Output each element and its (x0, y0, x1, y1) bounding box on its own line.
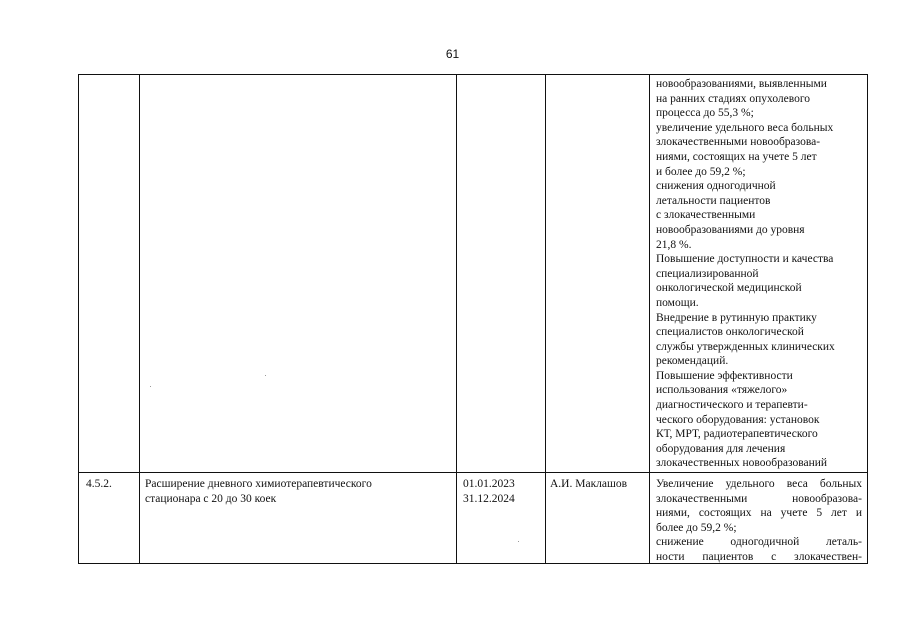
result-line: Внедрение в рутинную практику (656, 311, 817, 324)
expected-result-cell (656, 477, 862, 565)
result-line: Повышение доступности и качества (656, 253, 834, 266)
column-divider (649, 75, 650, 563)
scan-speck (150, 386, 151, 387)
plan-table (78, 74, 868, 564)
measure-name-line: стационара с 20 до 30 коек (145, 492, 277, 505)
result-line: специалистов онкологической (656, 326, 804, 339)
result-line: снижения одногодичной (656, 180, 776, 193)
result-line: и более до 59,2 %; (656, 165, 746, 178)
result-line: процесса до 55,3 %; (656, 107, 754, 120)
result-line: ности пациентов с злокачествен- (656, 550, 862, 563)
result-line: службы утвержденных клинических (656, 340, 835, 353)
result-line: онкологической медицинской (656, 282, 802, 295)
page-number: 61 (445, 47, 460, 61)
scan-speck (265, 375, 266, 376)
continuation-result-cell (656, 77, 866, 471)
result-line: использования «тяжелого» (656, 384, 788, 397)
result-line: специализированной (656, 267, 759, 280)
column-divider (139, 75, 140, 563)
row-divider (79, 472, 867, 473)
column-divider (456, 75, 457, 563)
result-line: ческого оборудования: установок (656, 413, 820, 426)
result-line: новообразованиями, выявленными (656, 78, 827, 90)
result-line: оборудования для лечения (656, 442, 786, 455)
result-line: злокачественными новообразова- (656, 136, 821, 149)
result-line: диагностического и терапевти- (656, 399, 808, 412)
result-line: новообразованиями до уровня (656, 223, 805, 236)
result-line: с злокачественными (656, 209, 756, 222)
result-line: летальности пациентов (656, 194, 771, 207)
result-line: снижение одногодичной леталь- (656, 536, 862, 549)
measure-name-line: Расширение дневного химиотерапевтического (145, 478, 372, 490)
result-line: ниями, состоящих на учете 5 лет и (656, 507, 862, 520)
result-line: на ранних стадиях опухолевого (656, 92, 811, 105)
result-line: КТ, МРТ, радиотерапевтического (656, 428, 818, 441)
start-date: 01.01.2023 (463, 478, 515, 490)
result-line: Увеличение удельного веса больных (656, 478, 862, 490)
result-line: более до 59,2 %; (656, 521, 737, 534)
result-line: злокачественных новообразований (656, 457, 828, 470)
result-line: 21,8 %. (656, 238, 692, 251)
result-line: ниями, состоящих на учете 5 лет (656, 150, 817, 163)
result-line: злокачественными новообразова- (656, 492, 862, 505)
end-date: 31.12.2024 (463, 492, 515, 505)
scan-speck (518, 541, 519, 542)
row-number-cell: 4.5.2. (86, 478, 112, 490)
result-line: увеличение удельного веса больных (656, 121, 834, 134)
result-line: Повышение эффективности (656, 369, 793, 382)
measure-name-cell (145, 477, 372, 506)
responsible-cell: А.И. Маклашов (550, 478, 628, 490)
column-divider (545, 75, 546, 563)
dates-cell (463, 477, 515, 506)
result-line: рекомендаций. (656, 355, 729, 368)
result-line: помощи. (656, 296, 699, 309)
